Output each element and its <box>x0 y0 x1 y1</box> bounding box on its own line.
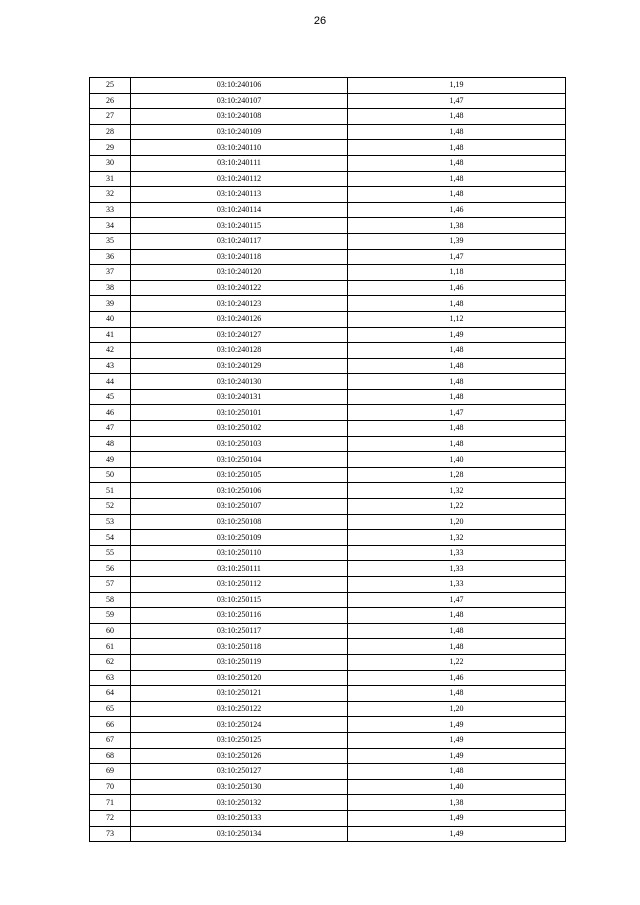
cadastral-number-cell: 03:10:250109 <box>131 530 348 546</box>
table-row <box>90 654 566 670</box>
row-number-cell: 67 <box>90 732 131 748</box>
table-row <box>90 530 566 546</box>
cadastral-number-cell: 03:10:240115 <box>131 218 348 234</box>
cadastral-number-cell: 03:10:240131 <box>131 389 348 405</box>
cadastral-number-cell: 03:10:250110 <box>131 545 348 561</box>
table-row <box>90 779 566 795</box>
cadastral-number-cell: 03:10:250108 <box>131 514 348 530</box>
value-cell: 1,48 <box>348 421 566 437</box>
cadastral-number-cell: 03:10:240113 <box>131 187 348 203</box>
cadastral-number-cell: 03:10:250134 <box>131 826 348 842</box>
table-row <box>90 701 566 717</box>
value-cell: 1,47 <box>348 93 566 109</box>
value-cell: 1,40 <box>348 779 566 795</box>
row-number-cell: 44 <box>90 374 131 390</box>
row-number-cell: 26 <box>90 93 131 109</box>
table-row <box>90 561 566 577</box>
value-cell: 1,48 <box>348 623 566 639</box>
table-row <box>90 764 566 780</box>
table-row <box>90 265 566 281</box>
row-number-cell: 70 <box>90 779 131 795</box>
table-row <box>90 343 566 359</box>
value-cell: 1,48 <box>348 140 566 156</box>
value-cell: 1,49 <box>348 732 566 748</box>
table-row <box>90 124 566 140</box>
row-number-cell: 64 <box>90 686 131 702</box>
table-row <box>90 623 566 639</box>
value-cell: 1,12 <box>348 311 566 327</box>
row-number-cell: 68 <box>90 748 131 764</box>
table-row <box>90 233 566 249</box>
value-cell: 1,22 <box>348 654 566 670</box>
table-row <box>90 499 566 515</box>
row-number-cell: 71 <box>90 795 131 811</box>
table-row <box>90 249 566 265</box>
cadastral-number-cell: 03:10:240118 <box>131 249 348 265</box>
row-number-cell: 60 <box>90 623 131 639</box>
row-number-cell: 66 <box>90 717 131 733</box>
table-row <box>90 358 566 374</box>
value-cell: 1,38 <box>348 795 566 811</box>
table-row <box>90 389 566 405</box>
row-number-cell: 25 <box>90 78 131 94</box>
cadastral-number-cell: 03:10:250127 <box>131 764 348 780</box>
cadastral-number-cell: 03:10:250103 <box>131 436 348 452</box>
value-cell: 1,48 <box>348 436 566 452</box>
cadastral-number-cell: 03:10:250125 <box>131 732 348 748</box>
row-number-cell: 69 <box>90 764 131 780</box>
row-number-cell: 54 <box>90 530 131 546</box>
value-cell: 1,46 <box>348 280 566 296</box>
cadastral-number-cell: 03:10:240110 <box>131 140 348 156</box>
table-row <box>90 171 566 187</box>
row-number-cell: 37 <box>90 265 131 281</box>
cadastral-number-cell: 03:10:240123 <box>131 296 348 312</box>
cadastral-number-cell: 03:10:250111 <box>131 561 348 577</box>
row-number-cell: 56 <box>90 561 131 577</box>
row-number-cell: 41 <box>90 327 131 343</box>
row-number-cell: 28 <box>90 124 131 140</box>
row-number-cell: 27 <box>90 109 131 125</box>
value-cell: 1,47 <box>348 249 566 265</box>
value-cell: 1,39 <box>348 233 566 249</box>
row-number-cell: 46 <box>90 405 131 421</box>
value-cell: 1,33 <box>348 577 566 593</box>
cadastral-number-cell: 03:10:250117 <box>131 623 348 639</box>
data-table <box>89 77 566 842</box>
table-row <box>90 187 566 203</box>
row-number-cell: 32 <box>90 187 131 203</box>
value-cell: 1,49 <box>348 748 566 764</box>
table-row <box>90 592 566 608</box>
cadastral-number-cell: 03:10:250132 <box>131 795 348 811</box>
cadastral-number-cell: 03:10:250121 <box>131 686 348 702</box>
row-number-cell: 61 <box>90 639 131 655</box>
value-cell: 1,48 <box>348 171 566 187</box>
row-number-cell: 58 <box>90 592 131 608</box>
value-cell: 1,48 <box>348 639 566 655</box>
value-cell: 1,40 <box>348 452 566 468</box>
row-number-cell: 36 <box>90 249 131 265</box>
row-number-cell: 47 <box>90 421 131 437</box>
value-cell: 1,28 <box>348 467 566 483</box>
cadastral-number-cell: 03:10:250133 <box>131 810 348 826</box>
value-cell: 1,49 <box>348 327 566 343</box>
value-cell: 1,33 <box>348 545 566 561</box>
cadastral-number-cell: 03:10:250104 <box>131 452 348 468</box>
table-row <box>90 810 566 826</box>
table-row <box>90 795 566 811</box>
value-cell: 1,48 <box>348 608 566 624</box>
cadastral-number-cell: 03:10:240112 <box>131 171 348 187</box>
value-cell: 1,49 <box>348 810 566 826</box>
table-row <box>90 686 566 702</box>
row-number-cell: 62 <box>90 654 131 670</box>
value-cell: 1,32 <box>348 483 566 499</box>
row-number-cell: 42 <box>90 343 131 359</box>
value-cell: 1,48 <box>348 764 566 780</box>
table-row <box>90 467 566 483</box>
row-number-cell: 50 <box>90 467 131 483</box>
table-row <box>90 405 566 421</box>
value-cell: 1,48 <box>348 358 566 374</box>
table-row <box>90 202 566 218</box>
value-cell: 1,48 <box>348 187 566 203</box>
cadastral-number-cell: 03:10:240129 <box>131 358 348 374</box>
value-cell: 1,18 <box>348 265 566 281</box>
value-cell: 1,33 <box>348 561 566 577</box>
table-row <box>90 296 566 312</box>
cadastral-number-cell: 03:10:240111 <box>131 155 348 171</box>
row-number-cell: 52 <box>90 499 131 515</box>
table-row <box>90 280 566 296</box>
table-row <box>90 483 566 499</box>
row-number-cell: 45 <box>90 389 131 405</box>
table-row <box>90 109 566 125</box>
value-cell: 1,49 <box>348 717 566 733</box>
table-row <box>90 639 566 655</box>
cadastral-number-cell: 03:10:250130 <box>131 779 348 795</box>
row-number-cell: 63 <box>90 670 131 686</box>
table-row <box>90 421 566 437</box>
table-row <box>90 826 566 842</box>
cadastral-number-cell: 03:10:240127 <box>131 327 348 343</box>
cadastral-number-cell: 03:10:250116 <box>131 608 348 624</box>
cadastral-number-cell: 03:10:240117 <box>131 233 348 249</box>
row-number-cell: 55 <box>90 545 131 561</box>
table-row <box>90 608 566 624</box>
cadastral-number-cell: 03:10:250122 <box>131 701 348 717</box>
row-number-cell: 59 <box>90 608 131 624</box>
value-cell: 1,38 <box>348 218 566 234</box>
row-number-cell: 48 <box>90 436 131 452</box>
row-number-cell: 40 <box>90 311 131 327</box>
row-number-cell: 53 <box>90 514 131 530</box>
cadastral-number-cell: 03:10:240106 <box>131 78 348 94</box>
table-row <box>90 78 566 94</box>
table-body <box>90 78 566 842</box>
page-number: 26 <box>313 15 327 27</box>
row-number-cell: 34 <box>90 218 131 234</box>
row-number-cell: 33 <box>90 202 131 218</box>
value-cell: 1,19 <box>348 78 566 94</box>
row-number-cell: 65 <box>90 701 131 717</box>
cadastral-number-cell: 03:10:250119 <box>131 654 348 670</box>
row-number-cell: 49 <box>90 452 131 468</box>
row-number-cell: 57 <box>90 577 131 593</box>
value-cell: 1,46 <box>348 670 566 686</box>
cadastral-number-cell: 03:10:240114 <box>131 202 348 218</box>
table-row <box>90 670 566 686</box>
value-cell: 1,48 <box>348 296 566 312</box>
table-row <box>90 545 566 561</box>
row-number-cell: 72 <box>90 810 131 826</box>
cadastral-number-cell: 03:10:240108 <box>131 109 348 125</box>
cadastral-number-cell: 03:10:250102 <box>131 421 348 437</box>
cadastral-number-cell: 03:10:250118 <box>131 639 348 655</box>
table-row <box>90 140 566 156</box>
row-number-cell: 73 <box>90 826 131 842</box>
value-cell: 1,48 <box>348 155 566 171</box>
table-row <box>90 327 566 343</box>
cadastral-number-cell: 03:10:250115 <box>131 592 348 608</box>
cadastral-number-cell: 03:10:240120 <box>131 265 348 281</box>
cadastral-number-cell: 03:10:240128 <box>131 343 348 359</box>
table-row <box>90 577 566 593</box>
cadastral-number-cell: 03:10:250112 <box>131 577 348 593</box>
cadastral-number-cell: 03:10:240126 <box>131 311 348 327</box>
value-cell: 1,48 <box>348 343 566 359</box>
cadastral-number-cell: 03:10:250106 <box>131 483 348 499</box>
table-row <box>90 374 566 390</box>
cadastral-number-cell: 03:10:240122 <box>131 280 348 296</box>
table-row <box>90 311 566 327</box>
cadastral-number-cell: 03:10:240130 <box>131 374 348 390</box>
cadastral-number-cell: 03:10:250105 <box>131 467 348 483</box>
table-row <box>90 436 566 452</box>
table-row <box>90 93 566 109</box>
cadastral-number-cell: 03:10:250124 <box>131 717 348 733</box>
table-row <box>90 155 566 171</box>
table-row <box>90 452 566 468</box>
value-cell: 1,20 <box>348 514 566 530</box>
value-cell: 1,22 <box>348 499 566 515</box>
row-number-cell: 43 <box>90 358 131 374</box>
table-row <box>90 514 566 530</box>
value-cell: 1,48 <box>348 109 566 125</box>
row-number-cell: 38 <box>90 280 131 296</box>
row-number-cell: 29 <box>90 140 131 156</box>
cadastral-number-cell: 03:10:240107 <box>131 93 348 109</box>
value-cell: 1,48 <box>348 124 566 140</box>
value-cell: 1,32 <box>348 530 566 546</box>
value-cell: 1,47 <box>348 592 566 608</box>
value-cell: 1,20 <box>348 701 566 717</box>
cadastral-number-cell: 03:10:240109 <box>131 124 348 140</box>
value-cell: 1,48 <box>348 389 566 405</box>
cadastral-number-cell: 03:10:250107 <box>131 499 348 515</box>
row-number-cell: 39 <box>90 296 131 312</box>
row-number-cell: 51 <box>90 483 131 499</box>
row-number-cell: 30 <box>90 155 131 171</box>
cadastral-number-cell: 03:10:250120 <box>131 670 348 686</box>
cadastral-number-cell: 03:10:250126 <box>131 748 348 764</box>
cadastral-number-cell: 03:10:250101 <box>131 405 348 421</box>
value-cell: 1,46 <box>348 202 566 218</box>
table-row <box>90 218 566 234</box>
value-cell: 1,48 <box>348 374 566 390</box>
value-cell: 1,47 <box>348 405 566 421</box>
value-cell: 1,48 <box>348 686 566 702</box>
table-row <box>90 732 566 748</box>
table-row <box>90 748 566 764</box>
table-row <box>90 717 566 733</box>
value-cell: 1,49 <box>348 826 566 842</box>
row-number-cell: 35 <box>90 233 131 249</box>
row-number-cell: 31 <box>90 171 131 187</box>
